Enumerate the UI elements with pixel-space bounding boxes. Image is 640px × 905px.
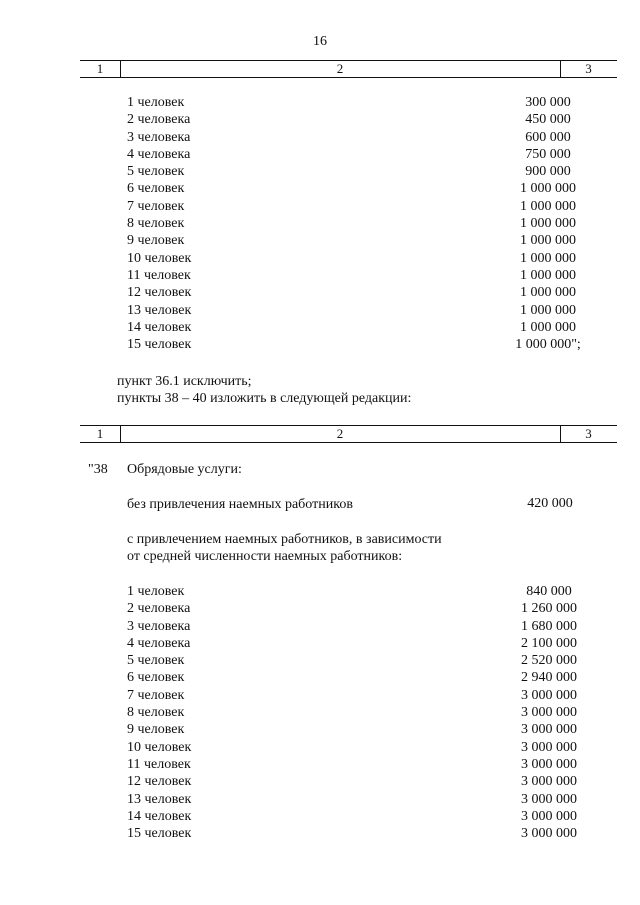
row-label: 6 человек (127, 181, 185, 197)
row-value: 3 000 000 (521, 739, 577, 755)
row-label: 6 человек (127, 670, 185, 686)
row-value: 2 100 000 (521, 635, 577, 651)
row-label: 10 человек (127, 739, 192, 755)
row-value: 3 000 000 (521, 705, 577, 721)
table-row (0, 111, 640, 128)
row-value: 900 000 (525, 164, 571, 180)
row-label: 4 человека (127, 146, 191, 162)
row-label: 3 человека (127, 129, 191, 145)
row-value: 1 000 000 (520, 267, 576, 283)
row-label: 14 человек (127, 319, 192, 335)
row-value: 3 000 000 (521, 722, 577, 738)
table-row (0, 302, 640, 319)
table-row (0, 146, 640, 163)
row-label: 4 человека (127, 635, 191, 651)
table-row (0, 267, 640, 284)
row-label: 2 человека (127, 112, 191, 128)
row-label: 11 человек (127, 756, 191, 772)
row-label: 7 человек (127, 198, 185, 214)
row-label: 1 человек (127, 584, 185, 599)
table-row (0, 250, 640, 267)
row-label: 13 человек (127, 791, 192, 807)
row-value: 2 520 000 (521, 653, 577, 669)
row-value: 1 000 000 (520, 302, 576, 318)
row-label: 14 человек (127, 808, 192, 824)
table-row (0, 94, 640, 111)
row-value: 3 000 000 (521, 791, 577, 807)
table-row (0, 721, 640, 738)
row-value: 300 000 (525, 95, 571, 110)
row-value: 1 000 000 (520, 198, 576, 214)
table-row (0, 791, 640, 808)
row-value: 1 000 000 (520, 216, 576, 232)
row-value: 1 260 000 (521, 601, 577, 617)
table-1 (0, 94, 640, 353)
row-value: 1 000 000 (520, 181, 576, 197)
with-hired-line-1: с привлечением наемных работников, в зависимости (127, 532, 442, 547)
column-header-3: 3 (585, 61, 592, 76)
no-hired-value: 420 000 (527, 496, 573, 511)
row-value: 1 000 000 (520, 319, 576, 335)
column-header-1: 1 (80, 426, 121, 442)
table-row (0, 773, 640, 790)
column-header-1: 1 (80, 61, 121, 77)
table-row (0, 583, 640, 600)
table-row (0, 600, 640, 617)
row-label: 15 человек (127, 826, 192, 842)
column-header-row-top (80, 60, 617, 78)
table-row (0, 618, 640, 635)
table-row (0, 669, 640, 686)
row-value: 840 000 (526, 584, 572, 599)
row-value: 600 000 (525, 129, 571, 145)
column-header-row-bottom (80, 425, 617, 443)
text-line-exclude: пункт 36.1 исключить; (117, 374, 252, 389)
table-row (0, 739, 640, 756)
row-value: 3 000 000 (521, 826, 577, 842)
row-label: 13 человек (127, 302, 192, 318)
row-value: 2 940 000 (521, 670, 577, 686)
table-row (0, 129, 640, 146)
row-value: 1 000 000 (520, 233, 576, 249)
row-label: 11 человек (127, 267, 191, 283)
table-row (0, 198, 640, 215)
row-label: 7 человек (127, 687, 185, 703)
table-row (0, 336, 640, 353)
row-label: 1 человек (127, 95, 185, 110)
row-value: 3 000 000 (521, 687, 577, 703)
table-row (0, 687, 640, 704)
no-hired-label: без привлечения наемных работников (127, 497, 353, 512)
page-number: 16 (313, 34, 327, 49)
table-row (0, 756, 640, 773)
table-row (0, 808, 640, 825)
table-row (0, 180, 640, 197)
table-row (0, 652, 640, 669)
column-header-2: 2 (120, 61, 561, 77)
table-row (0, 704, 640, 721)
row-value: 450 000 (525, 112, 571, 128)
row-value: 1 000 000 (520, 285, 576, 301)
table-row (0, 635, 640, 652)
table-row (0, 825, 640, 842)
row-label: 2 человека (127, 601, 191, 617)
row-value: 3 000 000 (521, 774, 577, 790)
row-value: 1 000 000 (520, 250, 576, 266)
row-label: 9 человек (127, 233, 185, 249)
row-label: 5 человек (127, 164, 185, 180)
row-value: 1 680 000 (521, 618, 577, 634)
row-label: 12 человек (127, 285, 192, 301)
row-label: 15 человек (127, 337, 192, 353)
item-title: Обрядовые услуги: (127, 462, 242, 477)
row-label: 3 человека (127, 618, 191, 634)
table-row (0, 319, 640, 336)
row-label: 12 человек (127, 774, 192, 790)
item-number: "38 (88, 462, 108, 477)
column-header-3: 3 (585, 426, 592, 441)
with-hired-line-2: от средней численности наемных работников: (127, 549, 403, 564)
row-label: 9 человек (127, 722, 185, 738)
row-value: 3 000 000 (521, 756, 577, 772)
row-value: 1 000 000"; (515, 337, 581, 353)
row-label: 10 человек (127, 250, 192, 266)
text-line-edit: пункты 38 – 40 изложить в следующей редакции: (117, 391, 412, 406)
row-label: 5 человек (127, 653, 185, 669)
table-row (0, 232, 640, 249)
row-label: 8 человек (127, 705, 185, 721)
table-row (0, 215, 640, 232)
column-header-2: 2 (120, 426, 561, 442)
table-row (0, 284, 640, 301)
row-label: 8 человек (127, 216, 185, 232)
row-value: 3 000 000 (521, 808, 577, 824)
table-row (0, 163, 640, 180)
row-value: 750 000 (525, 146, 571, 162)
table-2 (0, 583, 640, 842)
